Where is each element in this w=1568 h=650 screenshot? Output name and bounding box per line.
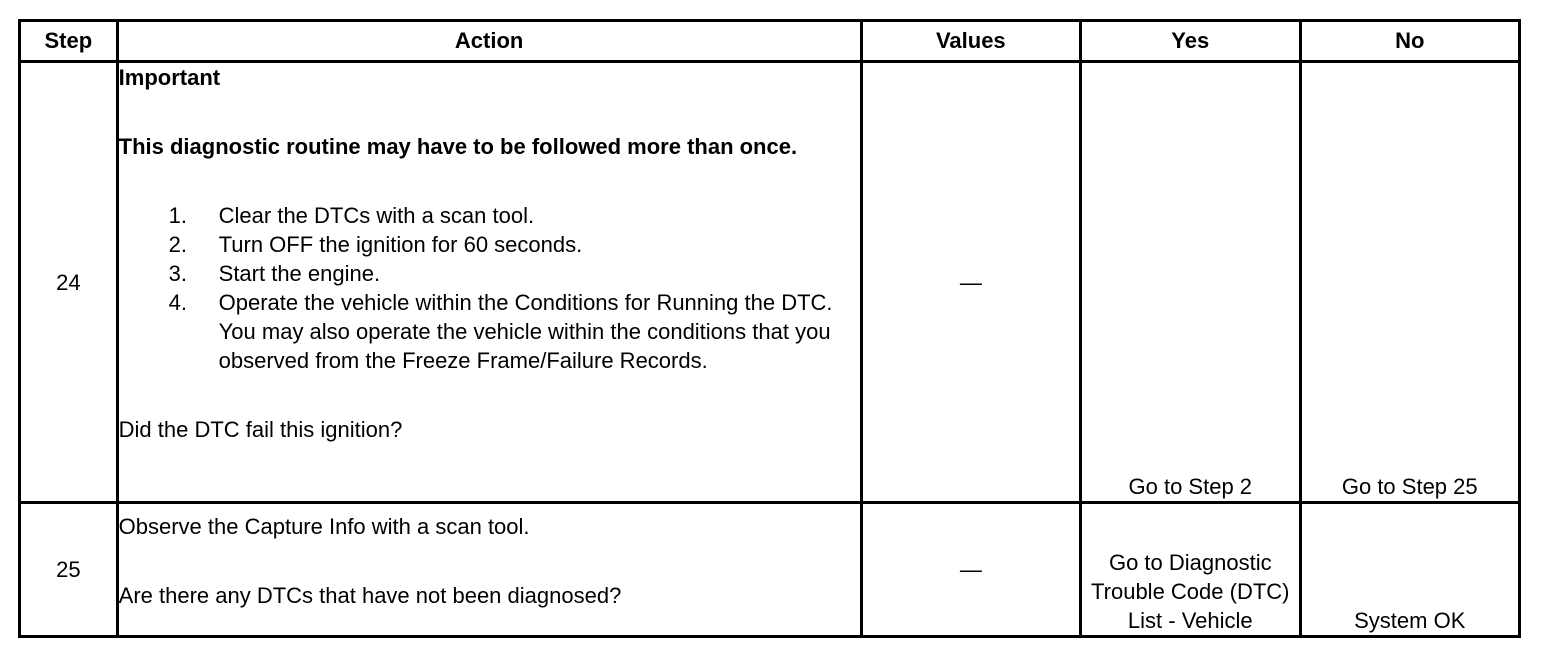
values-dash: — xyxy=(959,557,982,582)
list-item-number: 2. xyxy=(168,232,187,257)
header-yes: Yes xyxy=(1081,21,1300,62)
list-item-text: Turn OFF the ignition for 60 seconds. xyxy=(218,232,583,257)
yes-cell: Go to Step 2 xyxy=(1081,62,1300,503)
procedure-list xyxy=(119,201,860,375)
step-number: 25 xyxy=(20,503,118,637)
diagnostic-table xyxy=(18,19,1521,638)
action-question: Did the DTC fail this ignition? xyxy=(118,417,403,442)
list-item-number: 3. xyxy=(168,261,187,286)
header-no: No xyxy=(1300,21,1520,62)
yes-cell: Go to Diagnostic Trouble Code (DTC) List - Vehicle xyxy=(1081,503,1300,637)
action-question: Are there any DTCs that have not been diagnosed? xyxy=(118,583,622,608)
action-cell xyxy=(117,62,861,503)
no-cell: System OK xyxy=(1300,503,1520,637)
action-cell xyxy=(117,503,861,637)
no-cell: Go to Step 25 xyxy=(1300,62,1520,503)
list-item xyxy=(119,230,860,259)
important-label: Important xyxy=(118,65,221,90)
values-dash: — xyxy=(959,269,982,295)
list-item-number: 1. xyxy=(168,203,187,228)
action-instruction: Observe the Capture Info with a scan tool. xyxy=(118,514,530,539)
list-item xyxy=(119,288,860,375)
table-row-step-25 xyxy=(20,503,1520,637)
header-values: Values xyxy=(861,21,1080,62)
important-note: This diagnostic routine may have to be followed more than once. xyxy=(118,134,798,159)
header-row xyxy=(20,21,1520,62)
list-item xyxy=(119,201,860,230)
list-item-text: Operate the vehicle within the Conditions for Running the DTC. You may also operate the vehicle within the conditions that you observed from the Freeze Frame/Failure Records. xyxy=(218,290,833,373)
list-item-text: Clear the DTCs with a scan tool. xyxy=(218,203,535,228)
step-number: 24 xyxy=(20,62,118,503)
table-row-step-24 xyxy=(20,62,1520,503)
list-item xyxy=(119,259,860,288)
values-cell xyxy=(861,503,1080,637)
header-action: Action xyxy=(117,21,861,62)
list-item-text: Start the engine. xyxy=(218,261,381,286)
list-item-number: 4. xyxy=(168,290,187,315)
values-cell xyxy=(861,62,1080,503)
header-step: Step xyxy=(20,21,118,62)
